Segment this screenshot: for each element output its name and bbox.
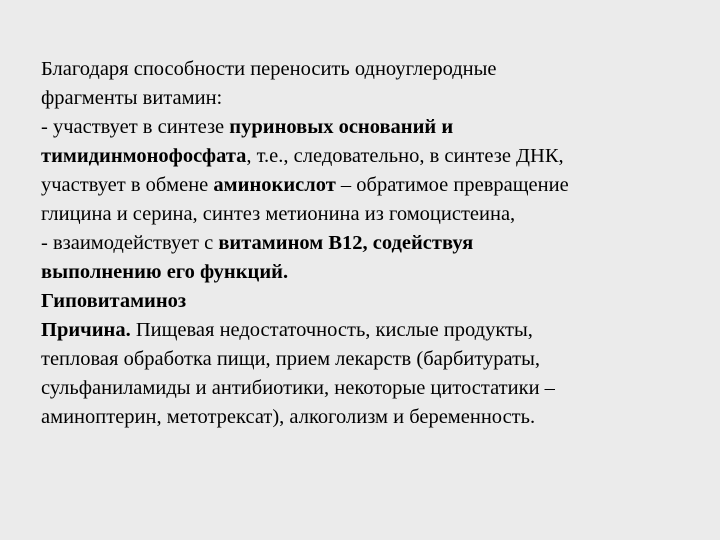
bold-text-run: Гиповитаминоз <box>41 290 187 312</box>
text-run: аминоптерин, метотрексат), алкоголизм и беременность. <box>41 406 536 428</box>
text-run: участвует в обмене <box>41 174 214 196</box>
bold-text-run: пуриновых оснований и <box>229 116 454 138</box>
bold-text-run: аминокислот <box>213 174 336 196</box>
text-line <box>41 316 701 345</box>
text-run: - взаимодействует с <box>41 232 219 254</box>
text-line <box>41 171 701 200</box>
text-run: глицина и серина, синтез метионина из гомоцистеина, <box>41 203 516 225</box>
text-line <box>41 142 701 171</box>
text-line <box>41 55 701 84</box>
text-line <box>41 200 701 229</box>
bold-text-run: тимидинмонофосфата <box>41 145 247 167</box>
text-line <box>41 84 701 113</box>
text-line <box>41 345 701 374</box>
text-line <box>41 113 701 142</box>
text-run: , т.е., следовательно, в синтезе ДНК, <box>246 145 564 167</box>
text-run: сульфаниламиды и антибиотики, некоторые цитостатики – <box>41 377 555 399</box>
slide-text-body <box>41 55 701 432</box>
text-run: – обратимое превращение <box>335 174 569 196</box>
section-heading <box>41 287 701 316</box>
bold-text-run: Причина. <box>41 319 131 341</box>
text-line <box>41 374 701 403</box>
bold-text-run: витамином В12, содействуя <box>218 232 474 254</box>
text-run: фрагменты витамин: <box>41 87 223 109</box>
text-run: Пищевая недостаточность, кислые продукты, <box>130 319 533 341</box>
text-run: Благодаря способности переносить одноуглеродные <box>41 58 497 80</box>
text-run: - участвует в синтезе <box>41 116 230 138</box>
text-line <box>41 229 701 258</box>
text-line <box>41 258 701 287</box>
text-run: тепловая обработка пищи, прием лекарств (барбитураты, <box>41 348 540 370</box>
text-line <box>41 403 701 432</box>
bold-text-run: выполнению его функций. <box>41 261 289 283</box>
